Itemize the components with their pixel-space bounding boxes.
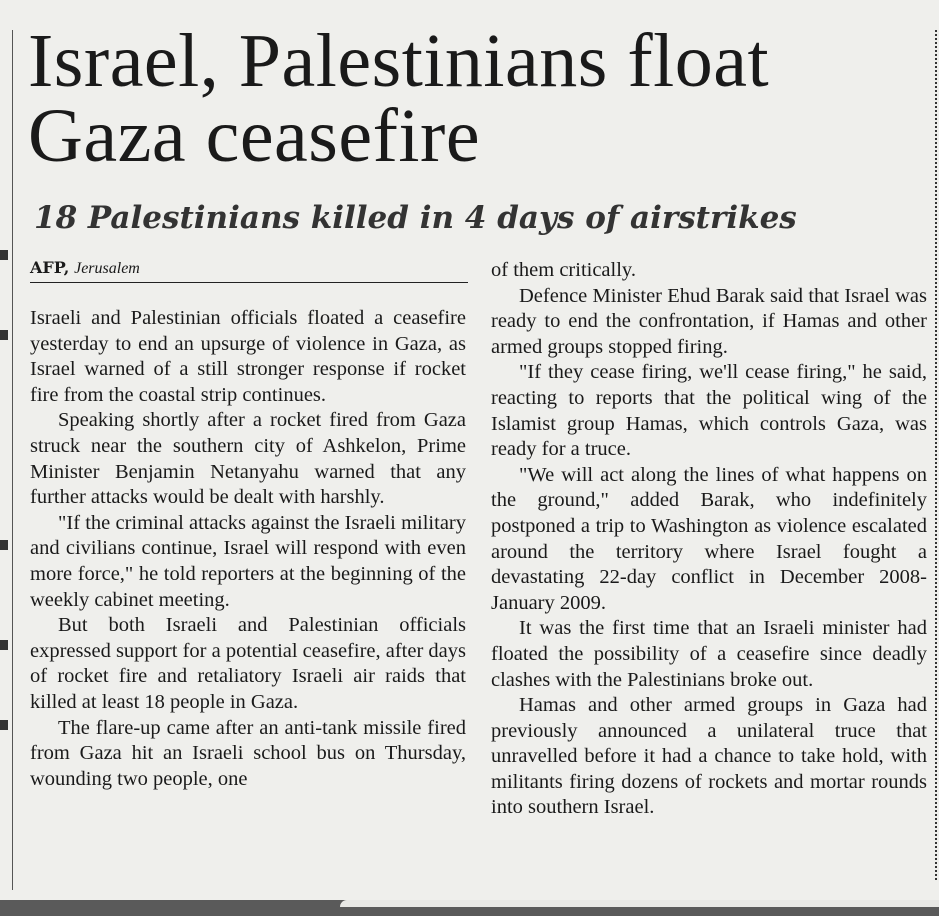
byline-agency: AFP,: [30, 258, 70, 277]
paragraph: Hamas and other armed groups in Gaza had previously announced a unilateral truce that unravelled before it had a chance to take hold, with militants firing dozens of rockets and mortar rounds into southern Israel.: [491, 694, 927, 819]
right-dotted-border: [935, 30, 937, 880]
page-bottom-edge: [0, 900, 939, 916]
paragraph: of them critically.: [491, 259, 636, 281]
paragraph: Speaking shortly after a rocket fired from Gaza struck near the southern city of Ashkelon, Prime Minister Benjamin Netanyahu warned that any further attacks would be dealt with harshly.: [30, 409, 466, 509]
article-column-1: [30, 306, 466, 792]
paragraph: Defence Minister Ehud Barak said that Israel was ready to end the confrontation, if Hamas and other armed groups stopped firing.: [491, 284, 927, 358]
paragraph: The flare-up came after an anti-tank missile fired from Gaza hit an Israeli school bus on Thursday, wounding two people, one: [30, 716, 466, 790]
subheadline: 18 Palestinians killed in 4 days of airstrikes: [34, 200, 797, 236]
byline: [30, 258, 468, 283]
paragraph: "If they cease firing, we'll cease firing," he said, reacting to reports that the political wing of the Islamist group Hamas, which controls Gaza, was ready for a truce.: [491, 361, 927, 461]
adjacent-column-fragment: [0, 330, 8, 340]
adjacent-column-fragment: [0, 250, 8, 260]
adjacent-column-fragment: [0, 640, 8, 650]
paragraph: "If the criminal attacks against the Israeli military and civilians continue, Israel will respond with even more force," he told reporters at the beginning of the weekly cabinet meeting.: [30, 511, 466, 611]
paragraph: "We will act along the lines of what happens on the ground," added Barak, who indefinitely postponed a trip to Washington as violence escalated around the territory where Israel fought a devastating 22-day conflict in December 2008-January 2009.: [491, 463, 927, 614]
paragraph: It was the first time that an Israeli minister had floated the possibility of a ceasefire since deadly clashes with the Palestinians broke out.: [491, 617, 927, 691]
left-column-rule: [12, 30, 13, 890]
paragraph: But both Israeli and Palestinian officials expressed support for a potential ceasefire, after days of rocket fire and retaliatory Israeli air raids that killed at least 18 people in Gaza.: [30, 614, 467, 713]
adjacent-column-fragment: [0, 720, 8, 730]
headline-line-1: Israel, Palestinians float: [28, 19, 770, 103]
headline-line-2: Gaza ceasefire: [28, 94, 481, 178]
headline: [28, 19, 928, 178]
article-column-2: [491, 258, 927, 821]
adjacent-column-fragment: [0, 540, 8, 550]
paragraph: Israeli and Palestinian officials floated a ceasefire yesterday to end an upsurge of violence in Gaza, as Israel warned of a still stronger response if rocket fire from the coastal strip continues.: [30, 307, 466, 406]
byline-location: Jerusalem: [74, 260, 140, 277]
